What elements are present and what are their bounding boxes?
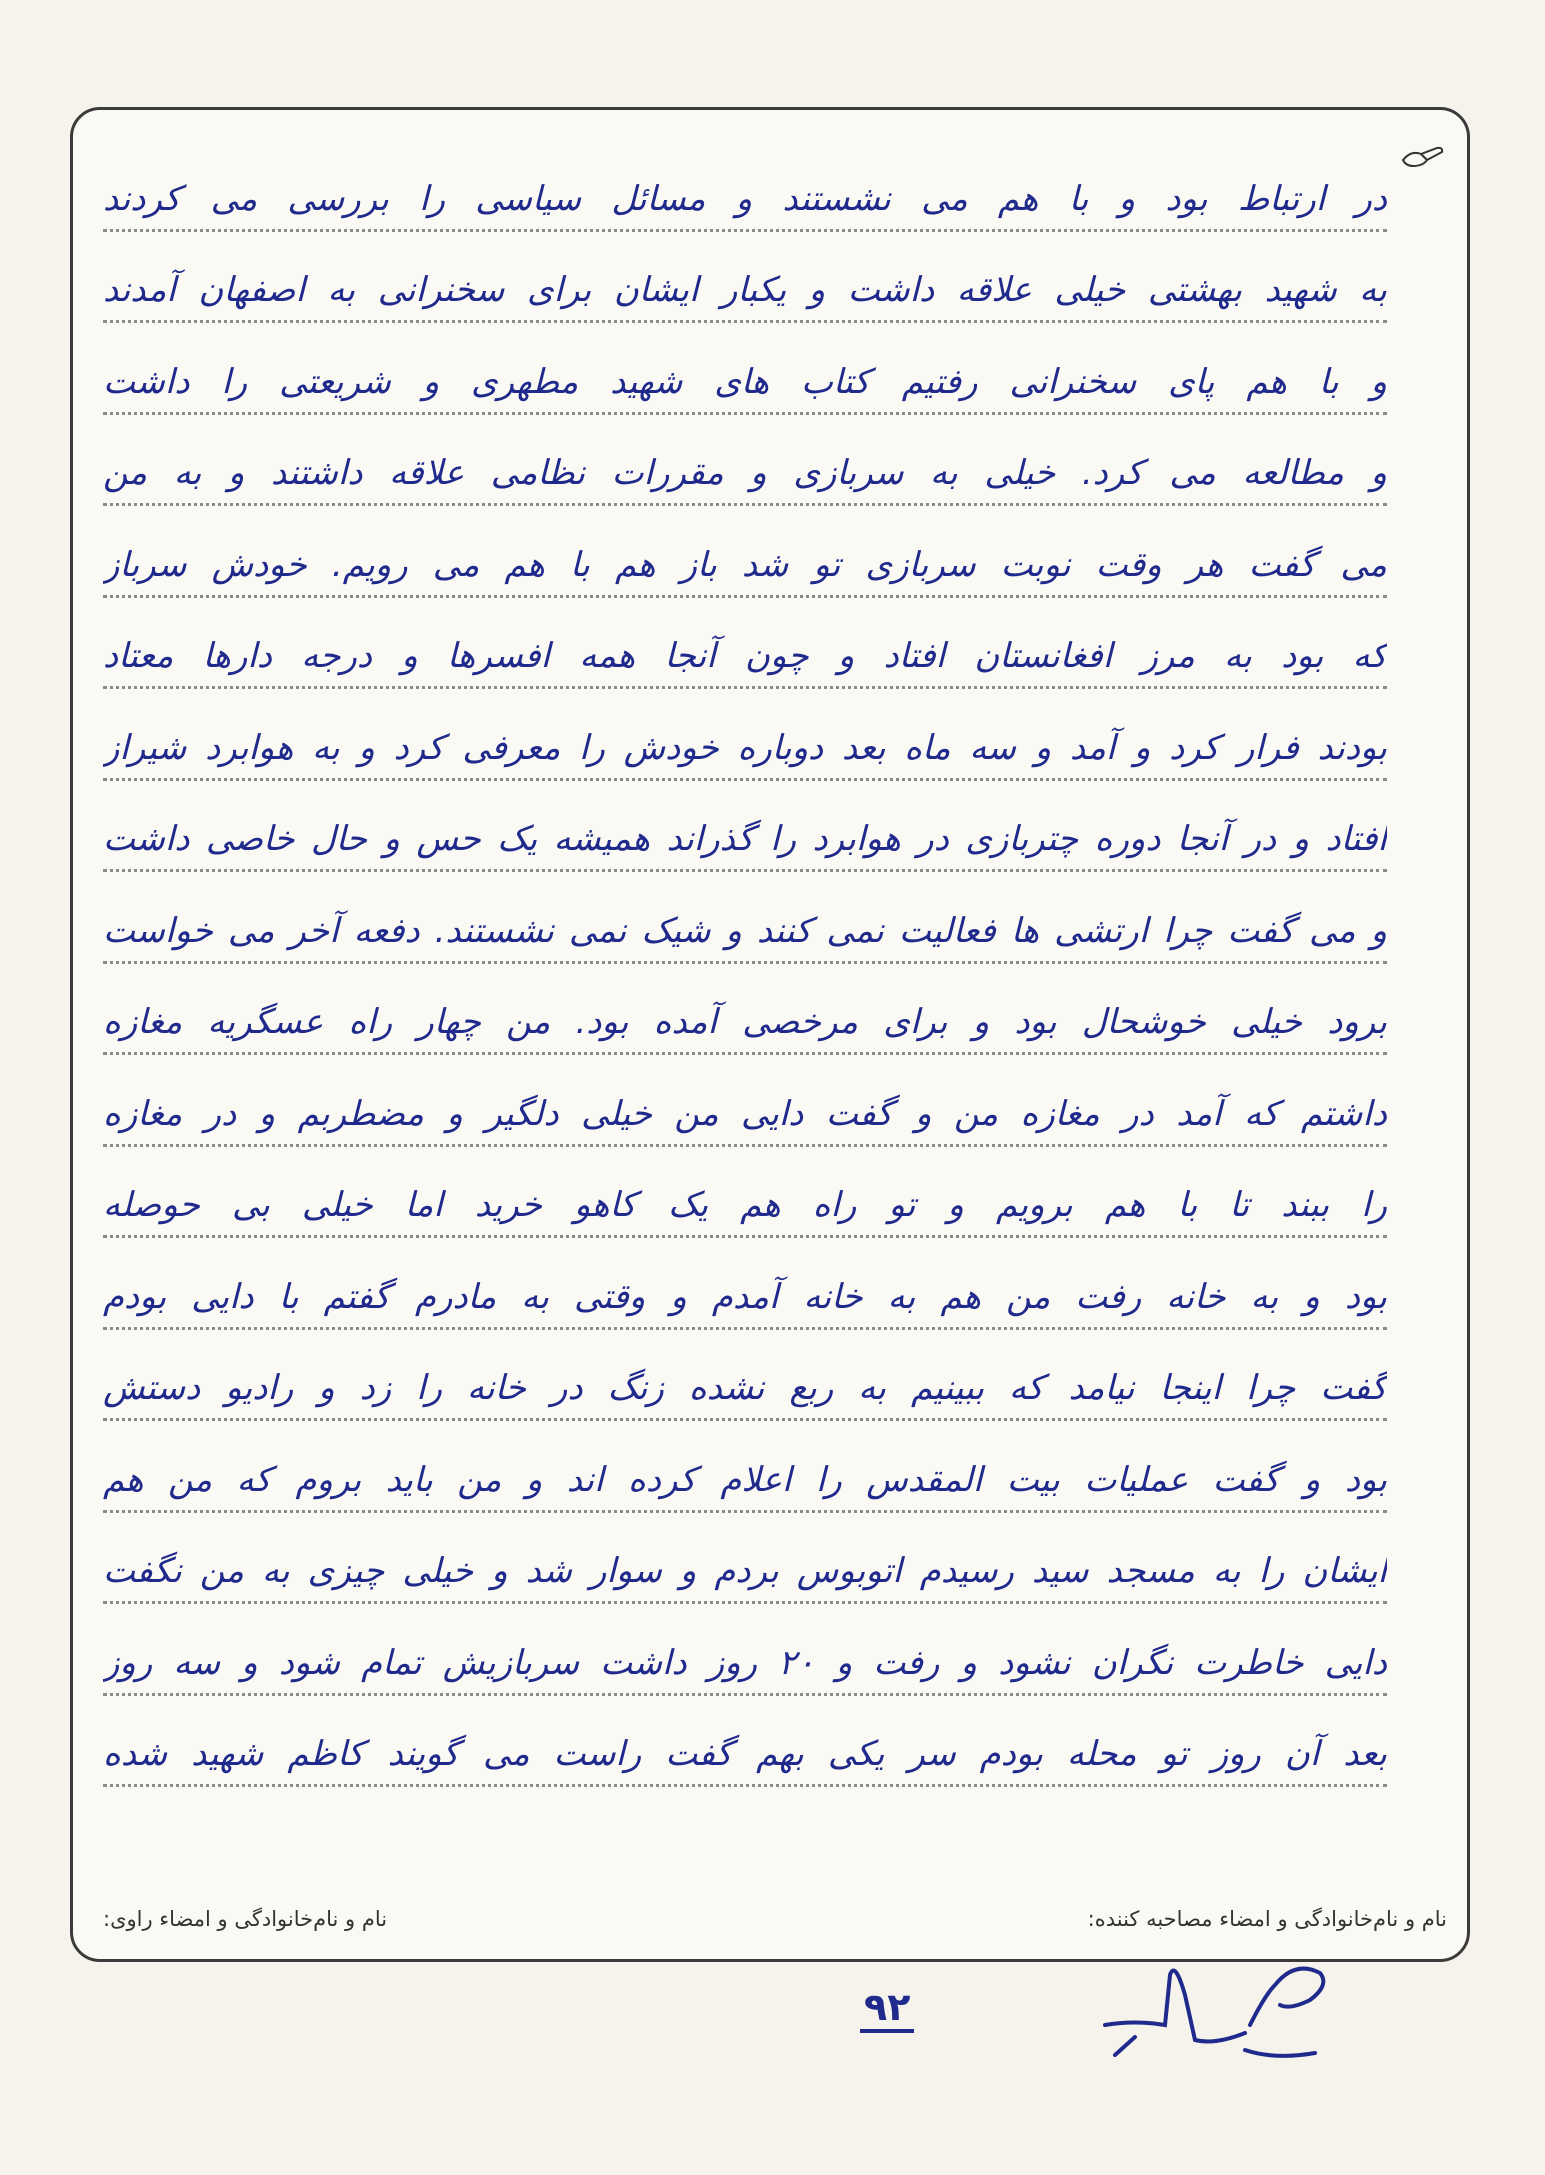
pen-hand-icon bbox=[1401, 144, 1445, 172]
interviewer-signature-label: نام و نام‌خانوادگی و امضاء مصاحبه کننده: bbox=[1087, 1907, 1447, 1931]
text-line bbox=[103, 1513, 1387, 1605]
text-line bbox=[103, 323, 1387, 415]
text-line-content: بعد آن روز تو محله بودم سر یکی بهم گفت راست می گویند کاظم شهید شده bbox=[103, 1734, 1387, 1774]
text-line bbox=[103, 506, 1387, 598]
text-line-content: را ببند تا با هم برویم و تو راه هم یک کاهو خرید اما خیلی بی حوصله bbox=[103, 1185, 1387, 1225]
page-number: ۹۲ bbox=[860, 1985, 914, 2033]
text-line-content: که بود به مرز افغانستان افتاد و چون آنجا همه افسرها و درجه دارها معتاد bbox=[103, 636, 1387, 676]
text-line bbox=[103, 1055, 1387, 1147]
text-line bbox=[103, 140, 1387, 232]
text-line bbox=[103, 689, 1387, 781]
text-line-content: به شهید بهشتی خیلی علاقه داشت و یکبار ایشان برای سخنرانی به اصفهان آمدند bbox=[103, 270, 1387, 310]
text-line-content: گفت چرا اینجا نیامد که ببینیم به ربع نشده زنگ در خانه را زد و رادیو دستش bbox=[103, 1368, 1387, 1408]
signature-footer bbox=[103, 1907, 1447, 1931]
text-line-content: در ارتباط بود و با هم می نشستند و مسائل سیاسی را بررسی می کردند bbox=[103, 178, 1387, 219]
text-line-content: می گفت هر وقت نوبت سربازی تو شد باز هم با هم می رویم. خودش سرباز bbox=[103, 544, 1387, 585]
text-line-content: افتاد و در آنجا دوره چتربازی در هوابرد را گذراند همیشه یک حس و حال خاصی داشت bbox=[103, 819, 1387, 859]
text-line-content: بود و گفت عملیات بیت المقدس را اعلام کرده اند و من باید بروم که من هم bbox=[103, 1459, 1387, 1500]
text-line-content: بود و به خانه رفت من هم به خانه آمدم و وقتی به مادرم گفتم با دایی بودم bbox=[103, 1276, 1387, 1317]
text-line-content: و می گفت چرا ارتشی ها فعالیت نمی کنند و شیک نمی نشستند. دفعه آخر می خواست bbox=[103, 910, 1387, 951]
text-line-content: داشتم که آمد در مغازه من و گفت دایی من خیلی دلگیر و مضطربم و در مغازه bbox=[103, 1093, 1387, 1134]
text-line bbox=[103, 1696, 1387, 1788]
text-line bbox=[103, 964, 1387, 1056]
text-line bbox=[103, 781, 1387, 873]
narrator-signature-label: نام و نام‌خانوادگی و امضاء راوی: bbox=[103, 1907, 388, 1931]
text-line bbox=[103, 598, 1387, 690]
text-line bbox=[103, 1421, 1387, 1513]
text-line bbox=[103, 1330, 1387, 1422]
text-line bbox=[103, 232, 1387, 324]
text-line bbox=[103, 415, 1387, 507]
handwritten-text-body bbox=[103, 140, 1387, 1787]
page-frame bbox=[70, 107, 1470, 1962]
text-line-content: و مطالعه می کرد. خیلی به سربازی و مقررات نظامی علاقه داشتند و به من bbox=[103, 453, 1387, 493]
text-line-content: دایی خاطرت نگران نشود و رفت و ۲۰ روز داشت سربازیش تمام شود و سه روز bbox=[103, 1642, 1387, 1683]
text-line-content: ایشان را به مسجد سید رسیدم اتوبوس بردم و سوار شد و خیلی چیزی به من نگفت bbox=[103, 1551, 1387, 1591]
text-line bbox=[103, 1238, 1387, 1330]
text-line bbox=[103, 872, 1387, 964]
text-line-content: بودند فرار کرد و آمد و سه ماه بعد دوباره خودش را معرفی کرد و به هوابرد شیراز bbox=[103, 727, 1387, 768]
text-line-content: و با هم پای سخنرانی رفتیم کتاب های شهید مطهری و شریعتی را داشت bbox=[103, 361, 1387, 402]
handwritten-signature bbox=[1075, 1955, 1335, 2075]
text-line-content: برود خیلی خوشحال بود و برای مرخصی آمده بود. من چهار راه عسگریه مغازه bbox=[103, 1002, 1387, 1042]
text-line bbox=[103, 1147, 1387, 1239]
text-line bbox=[103, 1604, 1387, 1696]
